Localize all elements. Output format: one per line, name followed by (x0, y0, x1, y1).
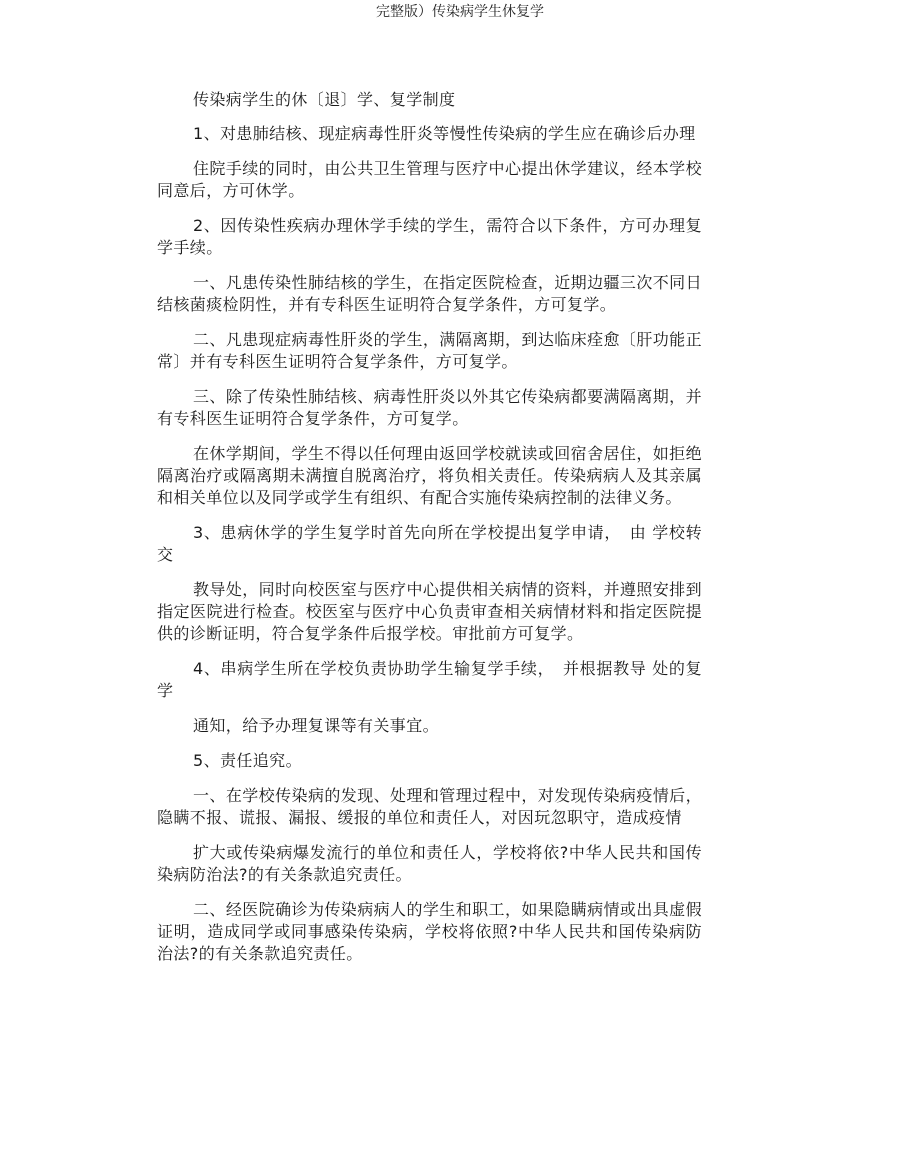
paragraph-3: 2、因传染性疾病办理休学手续的学生，需符合以下条件，方可办理复学手续。 (157, 216, 702, 257)
paragraph-7: 在休学期间，学生不得以任何理由返回学校就读或回宿舍居住，如拒绝隔离治疗或隔离期未满擅自脱离治疗，将负相关责任。传染病病人及其亲属和相关单位以及同学或学生有组织、有配合实施传染病控制的法律义务。 (157, 444, 702, 507)
document-title: 传染病学生的休〔退〕学、复学制度 (193, 90, 456, 109)
paragraph-12: 5、责任追究。 (193, 751, 302, 770)
paragraph-8: 3、患病休学的学生复学时首先向所在学校提出复学申请， 由 学校转交 (157, 523, 702, 564)
paragraph-10: 4、串病学生所在学校负责协助学生输复学手续， 并根据教导 处的复学 (157, 659, 702, 700)
paragraph-11: 通知，给予办理复课等有关事宜。 (193, 716, 440, 735)
paragraph-13: 一、在学校传染病的发现、处理和管理过程中，对发现传染病疫情后，隐瞒不报、谎报、漏报、缓报的单位和责任人，对因玩忽职守，造成疫情 (157, 786, 702, 827)
document-body (157, 89, 702, 978)
paragraph-4: 一、凡患传染性肺结核的学生，在指定医院检查，近期边疆三次不同日结核菌痰检阴性，并有专科医生证明符合复学条件，方可复学。 (157, 273, 702, 314)
page-header-title: 完整版）传染病学生休复学 (376, 4, 544, 20)
paragraph-15: 二、经医院确诊为传染病病人的学生和职工，如果隐瞒病情或出具虚假证明，造成同学或同事感染传染病，学校将依照?中华人民共和国传染病防治法?的有关条款追究责任。 (157, 900, 702, 963)
paragraph-1: 1、对患肺结核、现症病毒性肝炎等慢性传染病的学生应在确诊后办理 (193, 124, 696, 143)
paragraph-14: 扩大或传染病爆发流行的单位和责任人，学校将依?中华人民共和国传染病防治法?的有关条款追究责任。 (157, 843, 702, 884)
paragraph-2: 住院手续的同时，由公共卫生管理与医疗中心提出休学建议，经本学校同意后，方可休学。 (157, 159, 702, 200)
paragraph-6: 三、除了传染性肺结核、病毒性肝炎以外其它传染病都要满隔离期，并有专科医生证明符合复学条件，方可复学。 (157, 387, 702, 428)
paragraph-9: 教导处，同时向校医室与医疗中心提供相关病情的资料，并遵照安排到指定医院进行检查。校医室与医疗中心负责审查相关病情材料和指定医院提供的诊断证明，符合复学条件后报学校。审批前方可复学。 (157, 580, 702, 643)
paragraph-5: 二、凡患现症病毒性肝炎的学生，满隔离期，到达临床痊愈〔肝功能正常〕并有专科医生证明符合复学条件，方可复学。 (157, 330, 702, 371)
